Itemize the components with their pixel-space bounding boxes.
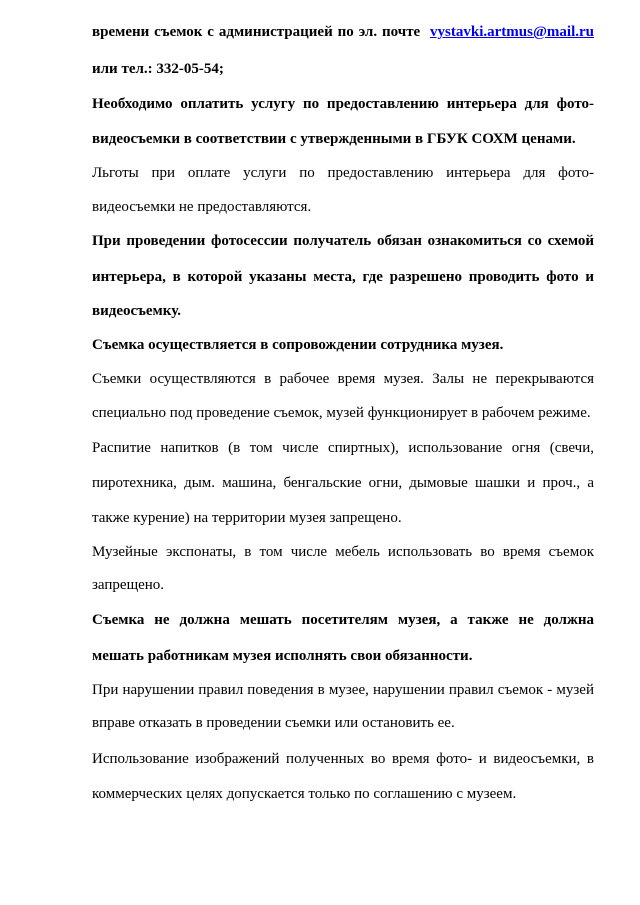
visitors-line-2: мешать работникам музея исполнять свои обязанности. xyxy=(92,648,473,664)
visitors-line-1: Съемка не должна мешать посетителям музея, а также не должна xyxy=(92,612,594,628)
prohibited-line-2: пиротехника, дым. машина, бенгальские огни, дымовые шашки и проч., а xyxy=(92,475,594,491)
violations-line-1: При нарушении правил поведения в музее, нарушении правил съемок - музей xyxy=(92,682,594,698)
violations-line-2: вправе отказать в проведении съемки или остановить ее. xyxy=(92,715,455,731)
prohibited-line-3: также курение) на территории музея запрещено. xyxy=(92,510,402,526)
hours-line-1: Съемки осуществляются в рабочее время музея. Залы не перекрываются xyxy=(92,371,594,387)
images-line-2: коммерческих целях допускается только по соглашению с музеем. xyxy=(92,786,517,802)
images-line-1: Использование изображений полученных во время фото- и видеосъемки, в xyxy=(92,751,594,767)
contact-line-1 xyxy=(92,21,594,43)
prohibited-line-1: Распитие напитков (в том числе спиртных), использование огня (свечи, xyxy=(92,440,594,456)
payment-line-1: Необходимо оплатить услугу по предоставлению интерьера для фото- xyxy=(92,96,594,112)
contact-line-2: или тел.: 332-05-54; xyxy=(92,61,224,77)
scheme-line-1: При проведении фотосессии получатель обязан ознакомиться со схемой xyxy=(92,233,594,249)
scheme-line-2: интерьера, в которой указаны места, где разрешено проводить фото и xyxy=(92,269,594,285)
benefits-line-1: Льготы при оплате услуги по предоставлению интерьера для фото- xyxy=(92,165,594,181)
escort-line-1: Съемка осуществляется в сопровождении сотрудника музея. xyxy=(92,337,504,353)
payment-line-2: видеосъемки в соответствии с утвержденными в ГБУК СОХМ ценами. xyxy=(92,131,576,147)
hours-line-2: специально под проведение съемок, музей функционирует в рабочем режиме. xyxy=(92,405,591,421)
exhibits-line-2: запрещено. xyxy=(92,577,165,593)
benefits-line-2: видеосъемки не предоставляются. xyxy=(92,199,312,215)
document-page xyxy=(92,0,594,905)
email-link[interactable]: vystavki.artmus@mail.ru xyxy=(430,24,594,40)
contact-text: времени съемок с администрацией по эл. почте xyxy=(92,24,421,40)
scheme-line-3: видеосъемку. xyxy=(92,303,181,319)
exhibits-line-1: Музейные экспонаты, в том числе мебель использовать во время съемок xyxy=(92,544,594,560)
